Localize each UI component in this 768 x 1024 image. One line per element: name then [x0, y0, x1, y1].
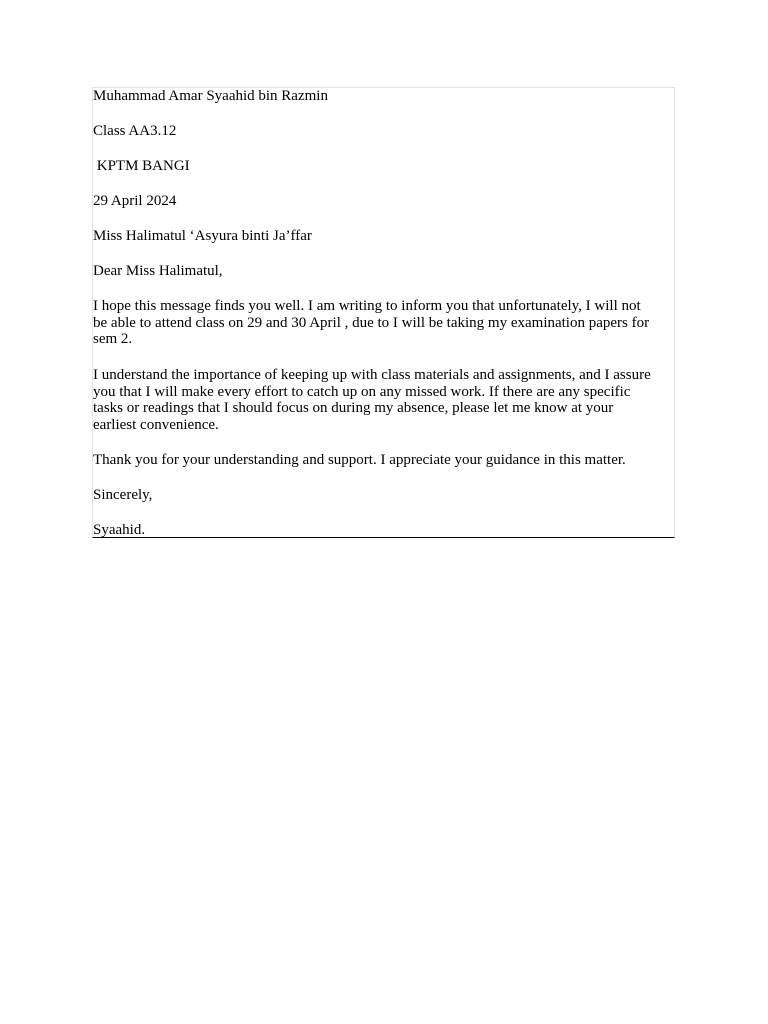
paragraph-commitment — [93, 367, 673, 434]
paragraph-line: I understand the importance of keeping up with class materials and assignments, and I assure — [93, 367, 651, 383]
closing: Sincerely, — [93, 487, 153, 503]
paragraph-line: tasks or readings that I should focus on during my absence, please let me know at your — [93, 400, 614, 417]
paragraph-line: earliest convenience. — [93, 417, 219, 434]
paragraph-absence-notice — [93, 298, 673, 348]
signature: Syaahid. — [93, 522, 146, 538]
salutation: Dear Miss Halimatul, — [93, 263, 223, 279]
paragraph-line: be able to attend class on 29 and 30 April , due to I will be taking my examination papers for — [93, 314, 650, 331]
letter-date: 29 April 2024 — [93, 193, 177, 209]
paragraph-line: you that I will make every effort to catch up on any missed work. If there are any specific — [93, 383, 631, 400]
sender-institution: KPTM BANGI — [93, 158, 190, 174]
sender-name: Muhammad Amar Syaahid bin Razmin — [93, 88, 328, 104]
sender-class: Class AA3.12 — [93, 123, 177, 139]
paragraph-line: I hope this message finds you well. I am writing to inform you that unfortunately, I will not — [93, 298, 641, 314]
paragraph-thanks: Thank you for your understanding and support. I appreciate your guidance in this matter. — [93, 452, 626, 468]
paragraph-line: sem 2. — [93, 331, 133, 348]
recipient-name: Miss Halimatul ‘Asyura binti Ja’ffar — [93, 228, 312, 244]
